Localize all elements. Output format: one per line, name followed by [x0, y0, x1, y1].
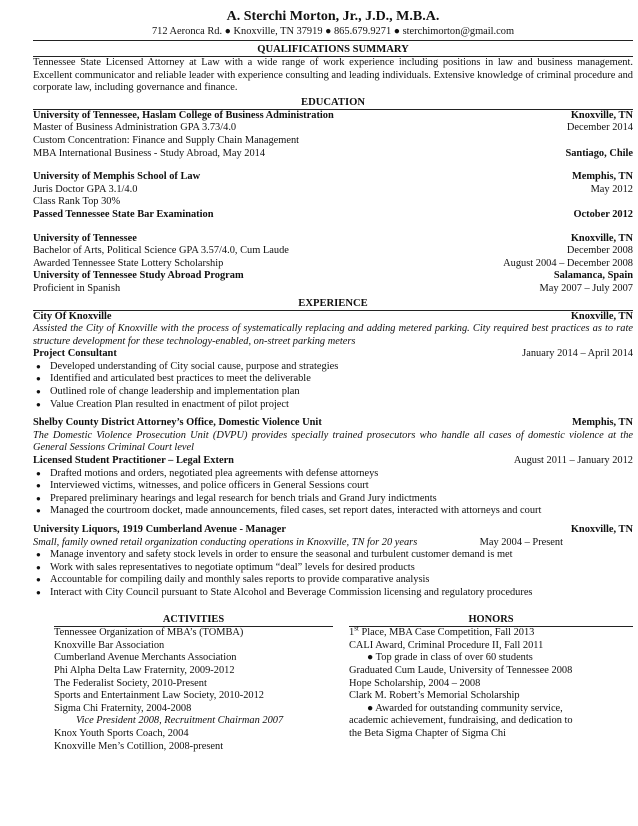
honor-place-text: Place, MBA Case Competition, Fall 2013 [358, 627, 535, 639]
exp-liquors-bullets [33, 549, 633, 599]
exp-liquors-description: Small, family owned retail organization conducting operations in Knoxville, TN for 20 years [33, 536, 418, 548]
honor-place-number: 1 [349, 627, 355, 639]
honor-item: CALI Award, Criminal Procedure II, Fall 2011 [349, 639, 544, 651]
honor-item [349, 624, 633, 640]
exp-shelby-dates: August 2011 – January 2012 [513, 455, 633, 467]
edu-memphis-degree-row [33, 184, 633, 197]
edu-haslam-degree: Master of Business Administration GPA 3.73/4.0 [33, 122, 237, 134]
activity-item: Knox Youth Sports Coach, 2004 [54, 727, 189, 739]
activities-honors-columns [33, 614, 633, 754]
edu-utk-spanish-row [33, 283, 633, 296]
exp-city-role-row [33, 348, 633, 361]
exp-shelby-location: Memphis, TN [571, 417, 633, 429]
edu-utk-scholarship-row [33, 258, 633, 271]
exp-city-employer: City Of Knoxville [33, 310, 112, 322]
exp-city-dates: January 2014 – April 2014 [522, 348, 633, 360]
edu-bar-exam: Passed Tennessee State Bar Examination [33, 208, 214, 220]
bullet-item: ● Identified and articulated best practices to meet the deliverable [33, 373, 633, 386]
exp-city-row [33, 311, 633, 324]
activity-item: The Federalist Society, 2010-Present [54, 677, 207, 689]
edu-haslam-abroad: MBA International Business - Study Abroad, May 2014 [33, 147, 266, 159]
edu-haslam-row [33, 110, 633, 123]
activity-item: Phi Alpha Delta Law Fraternity, 2009-2012 [54, 664, 235, 676]
edu-bar-date: October 2012 [573, 208, 633, 220]
edu-utk-abroad: University of Tennessee Study Abroad Program [33, 270, 244, 282]
bullet-item: ● Managed the courtroom docket, made announcements, filed cases, set report dates, interacted with attorneys and court [33, 505, 633, 518]
edu-memphis-rank: Class Rank Top 30% [33, 196, 121, 208]
edu-utk-spanish: Proficient in Spanish [33, 282, 121, 294]
bullet-item: ● Prepared preliminary hearings and legal research for bench trials and Grand Jury indictments [33, 493, 633, 506]
edu-memphis-degree: Juris Doctor GPA 3.1/4.0 [33, 183, 138, 195]
edu-utk-school: University of Tennessee [33, 232, 137, 244]
exp-shelby-description: The Domestic Violence Prosecution Unit (DVPU) provides specially trained prosecutors who handle all cases of domestic violence at the General Sessions Criminal Court level [33, 429, 633, 454]
activity-item: Knoxville Bar Association [54, 639, 165, 651]
activity-item: Sigma Chi Fraternity, 2004-2008 [54, 702, 192, 714]
resume-page [33, 0, 633, 753]
exp-liquors-desc-row [33, 537, 633, 550]
activity-item: Cumberland Avenue Merchants Association [54, 652, 237, 664]
activity-item: Sports and Entertainment Law Society, 2010-2012 [54, 690, 264, 702]
exp-shelby-employer: Shelby County District Attorney’s Office, Domestic Violence Unit [33, 417, 322, 429]
edu-haslam-date: December 2014 [566, 122, 633, 134]
activities-column [33, 614, 333, 754]
summary-heading: QUALIFICATIONS SUMMARY [33, 43, 633, 57]
edu-utk-abroad-row [33, 270, 633, 283]
activity-item: Tennessee Organization of MBA’s (TOMBA) [54, 627, 244, 639]
edu-haslam-abroad-row [33, 148, 633, 161]
bullet-item: ● Accountable for compiling daily and monthly sales reports to provide comparative analysis [33, 574, 633, 587]
edu-memphis-row [33, 171, 633, 184]
exp-shelby-role-row [33, 455, 633, 468]
exp-shelby-bullets [33, 468, 633, 518]
edu-utk-degree-row [33, 245, 633, 258]
exp-shelby-row [33, 417, 633, 430]
honor-item: Graduated Cum Laude, University of Tennessee 2008 [349, 664, 573, 676]
edu-haslam-location: Knoxville, TN [570, 109, 633, 121]
edu-haslam-abroad-location: Santiago, Chile [565, 147, 633, 159]
honor-item: Clark M. Robert’s Memorial Scholarship [349, 690, 520, 702]
honor-sub-item-cont: the Beta Sigma Chapter of Sigma Chi [349, 727, 506, 739]
exp-liquors-row [33, 524, 633, 537]
education-heading: EDUCATION [33, 96, 633, 110]
exp-city-location: Knoxville, TN [570, 310, 633, 322]
edu-utk-location: Knoxville, TN [570, 232, 633, 244]
bullet-item: ● Work with sales representatives to negotiate optimum “deal” levels for desired products [33, 562, 633, 575]
bullet-item: ● Drafted motions and orders, negotiated plea agreements with defense attorneys [33, 468, 633, 481]
edu-haslam-degree-row [33, 122, 633, 135]
edu-utk-scholarship-date: August 2004 – December 2008 [503, 257, 633, 269]
edu-bar-row [33, 209, 633, 222]
edu-memphis-date: May 2012 [590, 183, 633, 195]
honor-sub-item: ● Awarded for outstanding community service, [367, 702, 563, 714]
exp-liquors-dates: May 2004 – Present [479, 536, 563, 548]
activity-item: Knoxville Men’s Cotillion, 2008-present [54, 740, 224, 752]
honor-place-suffix: st [354, 624, 359, 633]
edu-utk-row [33, 233, 633, 246]
summary-text: Tennessee State Licensed Attorney at Law with a wide range of work experience including positions in law and business management. Excellent communicator and reliable leader with experience consulting and leading individuals. Extensive knowledge of criminal procedure and corporate law, including governance and finance. [33, 57, 633, 94]
exp-city-bullets [33, 361, 633, 411]
experience-heading: EXPERIENCE [33, 297, 633, 311]
honor-sub-item-cont: academic achievement, fundraising, and dedication to [349, 715, 573, 727]
exp-city-description: Assisted the City of Knoxville with the process of systematically replacing and adding metered parking. City required best practices as to rate structure development for these technology-enabled, on-street parking meters [33, 323, 633, 347]
honor-item: Hope Scholarship, 2004 – 2008 [349, 677, 481, 689]
bullet-item: ● Outlined role of change leadership and implementation plan [33, 386, 633, 399]
honors-column [333, 614, 633, 754]
honors-heading: HONORS [349, 614, 633, 628]
edu-haslam-school: University of Tennessee, Haslam College of Business Administration [33, 109, 334, 121]
activities-heading: ACTIVITIES [54, 614, 333, 628]
exp-city-role: Project Consultant [33, 348, 117, 360]
bullet-item: ● Developed understanding of City social cause, purpose and strategies [33, 361, 633, 374]
activity-sigma-sub: Vice President 2008, Recruitment Chairman 2007 [76, 715, 284, 727]
edu-utk-date: December 2008 [566, 245, 633, 257]
contact-line: 712 Aeronca Rd. ● Knoxville, TN 37919 ● 865.679.9271 ● sterchimorton@gmail.com [33, 25, 633, 41]
edu-utk-spanish-date: May 2007 – July 2007 [539, 282, 633, 294]
exp-liquors-location: Knoxville, TN [570, 524, 633, 535]
edu-memphis-location: Memphis, TN [571, 171, 633, 183]
bullet-item: ● Manage inventory and safety stock levels in order to ensure the seasonal and turbulent customer demand is met [33, 549, 633, 562]
bullet-item: ● Value Creation Plan resulted in enactment of pilot project [33, 399, 633, 412]
edu-memphis-school: University of Memphis School of Law [33, 171, 201, 183]
honor-sub-item: ● Top grade in class of over 60 students [367, 652, 533, 664]
candidate-name: A. Sterchi Morton, Jr., J.D., M.B.A. [226, 9, 440, 24]
edu-haslam-concentration: Custom Concentration: Finance and Supply Chain Management [33, 134, 300, 146]
bullet-item: ● Interviewed victims, witnesses, and police officers in General Sessions court [33, 480, 633, 493]
edu-utk-abroad-location: Salamanca, Spain [553, 270, 633, 282]
edu-utk-scholarship: Awarded Tennessee State Lottery Scholarship [33, 257, 224, 269]
bullet-item: ● Interact with City Council pursuant to State Alcohol and Beverage Commission licensing and regulatory procedures [33, 587, 633, 600]
exp-shelby-role: Licensed Student Practitioner – Legal Extern [33, 455, 234, 467]
exp-liquors-employer: University Liquors, 1919 Cumberland Avenue - Manager [33, 524, 286, 535]
edu-utk-degree: Bachelor of Arts, Political Science GPA 3.57/4.0, Cum Laude [33, 245, 289, 257]
